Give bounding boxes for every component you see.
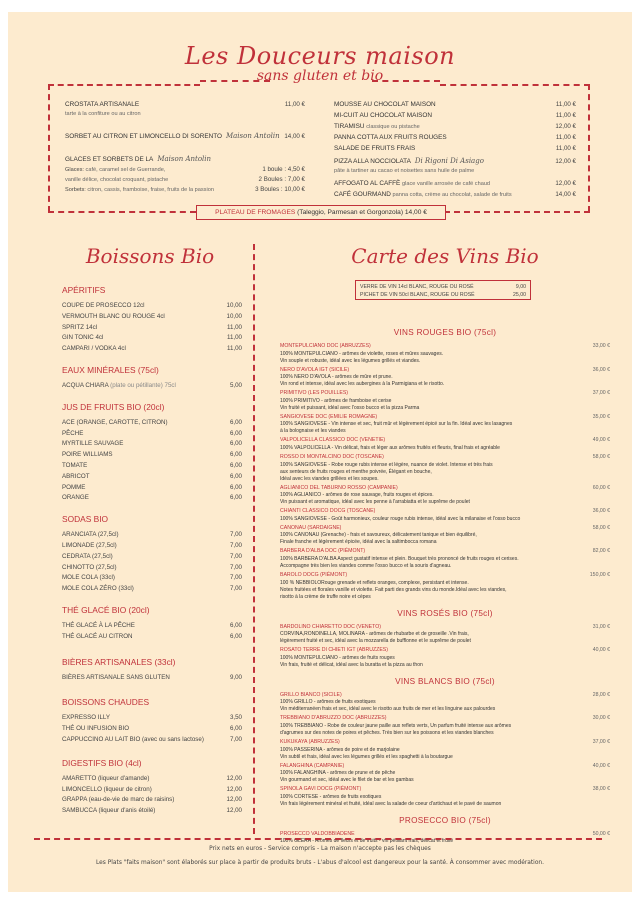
wine-description: 100% PRIMITIVO - arômes de framboise et cerise (280, 397, 392, 404)
wine-by-glass-item: VERRE DE VIN 14cl BLANC, ROUGE OU ROSÉ 9,00 (360, 284, 526, 290)
drink-item: POMME 6,00 (62, 483, 242, 491)
section-title: THÉ GLACÉ BIO (20cl) (62, 604, 150, 615)
drink-item: ORANGE 6,00 (62, 494, 242, 502)
column-divider (253, 244, 255, 834)
drink-item: AMARETTO (liqueur d'amande) 12,00 (62, 774, 242, 782)
wine-description: 100% VALPOLICELLA - Vin délicat, frais et léger aux arômes fruités et fleuris, final frais et agréable (280, 444, 500, 451)
wine-item (280, 739, 610, 761)
wine-price: 60,00 € (592, 484, 610, 491)
wine-price: 37,00 € (592, 390, 610, 397)
desserts-subtitle: sans gluten et bio (256, 68, 384, 84)
wine-description: 100% TREBBIANO - Robe de couleur jaune paille aux reflets verts, Un parfum fruité intense aux arômes (280, 722, 512, 729)
wine-name: PRIMITIVO (LES POUILLES) (280, 390, 349, 397)
wine-description: Vin frais légèrement minéral et fruité, idéal avec la salade de coeur d'artichaut et le pavé de saumon (280, 800, 502, 807)
desserts-title: Les Douceurs maison (184, 42, 456, 70)
wine-name: NERO D'AVOLA IGT (SICILE) (280, 366, 350, 373)
wine-item (280, 572, 610, 601)
wine-price: 50,00 € (592, 830, 610, 837)
drink-item: CAMPARI / VODKA 4cl 11,00 (62, 345, 242, 353)
wine-description: Vin puissant et aromatique, idéal avec les penne à l'arrabiatta et le suprême de poulet (280, 499, 470, 506)
wine-description: 100% CORTESE - arômes de fruits exotiques (280, 793, 382, 800)
wine-description: 100% SANGIOVESE - Vin intense et sec, fruit mûr et légèrement épicé sur la fin. Idéal avec les lasagnes (280, 421, 513, 428)
wine-name: CHIANTI CLASSICO DOCG (TOSCANE) (280, 508, 376, 515)
wine-price: 28,00 € (592, 691, 610, 698)
wine-price: 150,00 € (589, 571, 610, 578)
drink-item: POIRE WILLIAMS 6,00 (62, 451, 242, 459)
maker-signature: Maison Antolin (225, 132, 280, 140)
wine-name: VALPOLICELLA CLASSICO DOC (VENETIE) (280, 437, 386, 444)
dessert-item: MI-CUIT AU CHOCOLAT MAISON 11,00 € (334, 112, 576, 119)
wine-item (280, 525, 610, 547)
drink-item: GIN TONIC 4cl 11,00 (62, 334, 242, 342)
wine-by-glass-item: PICHET DE VIN 50cl BLANC, ROUGE OU ROSÉ 25,00 (360, 292, 526, 298)
dessert-list-left: CROSTATA ARTISANALE 11,00 € tarte à la confiture ou au citron SORBET AU CITRON ET LIMONCELLO DI SORENTO Maison Antolin 14,00 € GLACES ET SORBETS DE LA Maison Antolin Glaces: café, caramel sel de Guerrande, 1 boule : 4,50 € vanille délice, chocolat croquant, pistache 2 Boules : 7,00 € Sorbets: citron, cassis, framboise, fraise, fruits de la passion 3 Boules : 10,00 € (65, 101, 305, 193)
drink-item: ACE (ORANGE, CAROTTE, CITRON) 6,00 (62, 418, 242, 426)
drink-item: THÉ OU INFUSION BIO 6,00 (62, 725, 242, 733)
footer-line-2: Les Plats "faits maison" sont élaborés sur place à partir de produits bruts - L'abus d'alcool est dangereux pour la santé. À consommer avec modération. (95, 860, 545, 866)
wine-name: TREBBIANO D'ABRUZZO DOC (ABRUZZES) (280, 715, 387, 722)
dessert-list-right: MOUSSE AU CHOCOLAT MAISON 11,00 € MI-CUIT AU CHOCOLAT MAISON 11,00 € TIRAMISU classique ou pistache 12,00 € PANNA COTTA AUX FRUITS ROUGES 11,00 € SALADE DE FRUITS FRAIS 11,00 € PIZZA ALLA NOCCIOLATA Di Rigoni Di Asiago 12,00 € pâte à tartiner au cacao et noisettes sans huile de palme AFFOGATO AL CAFFÈ glace vanille arrosée de café chaud 12,00 € CAFÉ GOURMAND panna cotta, crème au chocolat, salade de fruits 14,00 € (334, 101, 576, 202)
drinks-list (62, 285, 242, 817)
wine-name: ROSATO TERRE DI CHIETI IGT (ABRUZZES) (280, 647, 388, 654)
wine-name: KUKUKAYA (ABRUZZES) (280, 738, 340, 745)
wine-item (280, 343, 610, 365)
wine-description: 100% SANGIOVESE - Robe rouge rubis intense et légère, nuance de violet. Intense et très frais (280, 461, 493, 468)
wine-description: Finale franche et légèrement épicée, idéal avec la saltimbocca romana (280, 539, 437, 546)
wine-item (280, 715, 610, 737)
drink-item: ARANCIATA (27,5cl) 7,00 (62, 531, 242, 539)
box-border-bottom (48, 211, 196, 213)
wine-price: 58,00 € (592, 524, 610, 531)
maker-signature: Di Rigoni Di Asiago (414, 157, 484, 165)
wine-price: 49,00 € (592, 437, 610, 444)
wine-name: FALANGHINA (CAMPANIE) (280, 762, 345, 769)
dessert-item: PIZZA ALLA NOCCIOLATA Di Rigoni Di Asiago 12,00 € (334, 157, 576, 165)
drink-item: CEDRATA (27,5cl) 7,00 (62, 552, 242, 560)
wine-description: Vin frais, fruité et délicat, idéal avec la buratta et la pizza au thon (280, 661, 423, 668)
wine-name: BARDOLINO CHIARETTO DOC (VENETO) (280, 623, 381, 630)
section-title: BOISSONS CHAUDES (62, 697, 150, 708)
wine-name: SPINOLA GAVI DOCG (PIÉMONT) (280, 786, 362, 793)
wine-description: Vin fruité et puissant, idéal avec l'osso bucco et la pizza Parma (280, 404, 420, 411)
drink-item: SAMBUCCA (liqueur d'anis étoilé) 12,00 (62, 807, 242, 815)
wine-item (280, 454, 610, 483)
drink-item: SPRITZ 14cl 11,00 (62, 323, 242, 331)
wine-price: 30,00 € (592, 715, 610, 722)
drink-item: THÉ GLACÉ AU CITRON 6,00 (62, 632, 242, 640)
drink-item: EXPRESSO ILLY 3,50 (62, 714, 242, 722)
cheese-plate: PLATEAU DE FROMAGES (Taleggio, Parmesan et Gorgonzola) 14,00 € (196, 205, 446, 220)
dessert-item: TIRAMISU classique ou pistache 12,00 € (334, 123, 576, 130)
wine-name: BARBERA D'ALBA DOC (PIÉMONT) (280, 548, 366, 555)
section-title: BIÈRES ARTISANALES (33cl) (62, 656, 176, 667)
drink-item: THÉ GLACÉ À LA PÊCHE 6,00 (62, 621, 242, 629)
wine-description: 100% FALANGHINA - arômes de prune et de pêche (280, 770, 396, 777)
wine-price: 31,00 € (592, 623, 610, 630)
wine-item (280, 414, 610, 436)
wine-section-title: VINS ROUGES BIO (75cl) (393, 328, 497, 337)
dessert-item: CAFÉ GOURMAND panna cotta, crème au chocolat, salade de fruits 14,00 € (334, 191, 576, 198)
wine-description: aux senteurs de fruits rouges et menthe poivrée, Élégant en bouche, (280, 468, 432, 475)
box-border-top (48, 84, 200, 86)
wine-description: 100% MONTEPULCIANO - arômes de violette, roses et mûres sauvages. (280, 350, 444, 357)
wine-description: légèrement fruité et sec, idéal avec la mozzarella de bufflonne et le suprême de poulet (280, 638, 471, 645)
wine-description: 100% NERO D'AVOLA - arômes de mûre et prune. (280, 374, 393, 381)
wine-description: à la bolognaise et les viandes (280, 428, 346, 435)
wine-item (280, 485, 610, 507)
wine-description: 100% MONTEPULCIANO - arômes de fruits rouges (280, 654, 395, 661)
section-title: EAUX MINÉRALES (75cl) (62, 364, 159, 375)
wine-name: SANGIOVESE DOC (EMILIE ROMAGNE) (280, 413, 378, 420)
wines-title: Carte des Vins Bio (351, 244, 539, 268)
box-border-right (588, 84, 590, 212)
wine-description: 100% PASSERINA - arômes de poire et de marjolaine (280, 746, 400, 753)
footer-line-1: Prix nets en euros - Service compris - La maison n'accepte pas les chèques (209, 846, 431, 852)
wine-description: Notes fruitées et florales vanille et violette. Fait parti des grands vins du monde.Idéal avec les viandes, (280, 586, 507, 593)
wine-description: 100% GLERA - Arômes de fleurs et de fruits - vin pétillant frais, délicat et fruité (280, 838, 454, 845)
drink-item: VERMOUTH BLANC OU ROUGE 4cl 10,00 (62, 312, 242, 320)
drink-item: MOLE COLA ZÉRO (33cl) 7,00 (62, 585, 242, 593)
wine-item (280, 624, 610, 646)
dessert-item: MOUSSE AU CHOCOLAT MAISON 11,00 € (334, 101, 576, 108)
footer-divider (34, 838, 602, 840)
wine-price: 40,00 € (592, 647, 610, 654)
wine-description: risotto à la crème de truffe noire et cèpes (280, 593, 371, 600)
wine-item (280, 786, 610, 808)
dessert-item: PANNA COTTA AUX FRUITS ROUGES 11,00 € (334, 134, 576, 141)
wine-by-glass-box (355, 280, 531, 300)
wine-item (280, 367, 610, 389)
wine-price: 33,00 € (592, 343, 610, 349)
wine-price: 40,00 € (592, 762, 610, 769)
wine-price: 38,00 € (592, 786, 610, 793)
wine-description: Idéal avec les viandes grillées et les soupes. (280, 475, 379, 482)
wine-description: CORVINA,RONDINELLA, MOLINARA - arômes de rhubarbe et de groseille .Vin frais, (280, 631, 469, 638)
wine-item (280, 763, 610, 785)
wine-description: d'agrumes sur des notes de poires et pêches. Très bien sur les poissons et les viandes blanches (280, 729, 494, 736)
drink-item: ACQUA CHIARA (plate ou pétillante) 75cl 5,00 (62, 381, 242, 389)
wine-item (280, 548, 610, 570)
section-title: DIGESTIFS BIO (4cl) (62, 757, 142, 768)
wine-section-title: VINS BLANCS BIO (75cl) (395, 676, 495, 686)
drink-item: PÊCHE 6,00 (62, 429, 242, 437)
wine-description: Vin souple et robuste, idéal avec les légumes grillés et viandes. (280, 357, 421, 364)
drink-item: TOMATE 6,00 (62, 461, 242, 469)
drink-item: GRAPPA (eau-de-vie de marc de raisins) 12,00 (62, 796, 242, 804)
drink-item: MYRTILLE SAUVAGE 6,00 (62, 440, 242, 448)
drinks-title: Boissons Bio (85, 244, 215, 268)
drink-item: LIMONADE (27,5cl) 7,00 (62, 541, 242, 549)
glaces-line: Glaces: café, caramel sel de Guerrande, 1 boule : 4,50 € (65, 166, 305, 173)
wine-name: AGLIANICO DEL TABURNO ROSSO (CAMPANIE) (280, 484, 398, 491)
drink-item: MOLE COLA (33cl) 7,00 (62, 574, 242, 582)
wine-name: PROSECCO VALDOBBIADENE (280, 830, 355, 837)
wine-price: 35,00 € (592, 413, 610, 420)
wine-name: MONTEPULCIANO DOC (ABRUZZES) (280, 343, 371, 349)
wine-description: 100% BARBERA D'ALBA Aspect gustatif intense et plein. Bouquet très prononcé de fruits rouges et cerises. (280, 555, 519, 562)
dessert-item: AFFOGATO AL CAFFÈ glace vanille arrosée de café chaud 12,00 € (334, 180, 576, 187)
wine-item (280, 692, 610, 714)
wine-name: GRILLO BIANCO (SICILE) (280, 691, 342, 698)
wine-list (280, 328, 610, 847)
wine-description: Vin rond et intense, idéal avec les aubergines à la Parmigiana et le risotto. (280, 381, 445, 388)
wine-section-title: VINS ROSÉS BIO (75cl) (397, 608, 493, 618)
wine-description: 100 % NEBBIOLORouge grenade et reflets oranges, complexe, persistant et intense. (280, 579, 469, 586)
wine-section-title: PROSECCO BIO (75cl) (399, 815, 491, 825)
wine-item (280, 390, 610, 412)
wine-description: Vin subtil et frais, idéal avec les légumes grillés et les spaghetti à la boutargue (280, 753, 453, 760)
box-border-bottom (444, 211, 590, 213)
wine-item (280, 647, 610, 669)
wine-price: 36,00 € (592, 366, 610, 373)
maker-signature: Maison Antolin (157, 155, 212, 163)
wine-name: ROSSO DI MONTALCINO DOC (TOSCANE) (280, 453, 384, 460)
wine-description: 100% SANGIOVESE - Goût harmonieux, couleur rouge rubis intense, idéal avec la milanaise et l'osso bucco (280, 515, 521, 522)
wine-description: Accompagne très bien les viandes comme l'osso bucco et la souris d'agneau. (280, 562, 452, 569)
wine-description: 100% AGLIANICO - arômes de rose sauvage, fruits rouges et épices. (280, 492, 434, 499)
wine-item (280, 437, 610, 452)
dessert-item: SALADE DE FRUITS FRAIS 11,00 € (334, 145, 576, 152)
wine-name: BAROLO DOCG (PIÉMONT) (280, 571, 348, 578)
drink-item: LIMONCELLO (liqueur de citron) 12,00 (62, 785, 242, 793)
drink-item: COUPE DE PROSECCO 12cl 10,00 (62, 302, 242, 309)
drink-item: CAPPUCCINO AU LAIT BIO (avec ou sans lactose) 7,00 (62, 735, 242, 743)
wine-name: CANONAU (SARDAIGNE) (280, 524, 342, 531)
wine-description: Vin méditerranéen frais et sec, idéal avec le risotto aux fruits de mer et les linguine aux palourdes (280, 706, 496, 713)
dessert-item: GLACES ET SORBETS DE LA Maison Antolin (65, 155, 212, 163)
box-border-top (440, 84, 590, 86)
section-title: JUS DE FRUITS BIO (20cl) (62, 401, 165, 412)
drink-item: BIÈRES ARTISANALE SANS GLUTEN 9,00 (62, 673, 242, 681)
section-title: SODAS BIO (62, 514, 109, 525)
wine-price: 36,00 € (592, 508, 610, 515)
divider (372, 80, 440, 82)
glaces-line: Sorbets: citron, cassis, framboise, fraise, fruits de la passion 3 Boules : 10,00 € (65, 186, 305, 193)
drink-item: CHINOTTO (27,5cl) 7,00 (62, 563, 242, 571)
wine-description: 100% CANONAU (Grenache) - frais et savoureux, délicatement tanique et bien équilibré, (280, 532, 477, 539)
wine-description: 100% GRILLO - arômes de fruits exotiques (280, 699, 376, 706)
wine-item (280, 508, 610, 523)
glaces-line: vanille délice, chocolat croquant, pistache 2 Boules : 7,00 € (65, 176, 305, 183)
wine-price: 58,00 € (592, 453, 610, 460)
dessert-item: CROSTATA ARTISANALE 11,00 € (65, 101, 305, 108)
section-title: APÉRITIFS (62, 285, 106, 295)
wine-price: 37,00 € (592, 738, 610, 745)
dessert-item: SORBET AU CITRON ET LIMONCELLO DI SORENTO Maison Antolin 14,00 € (65, 132, 305, 140)
box-border-left (48, 84, 50, 212)
divider (200, 80, 270, 82)
drink-item: ABRICOT 6,00 (62, 472, 242, 480)
wine-price: 82,00 € (592, 548, 610, 555)
wine-description: Vin gourmand et sec, idéal avec le filet de bar et les gambas (280, 777, 414, 784)
